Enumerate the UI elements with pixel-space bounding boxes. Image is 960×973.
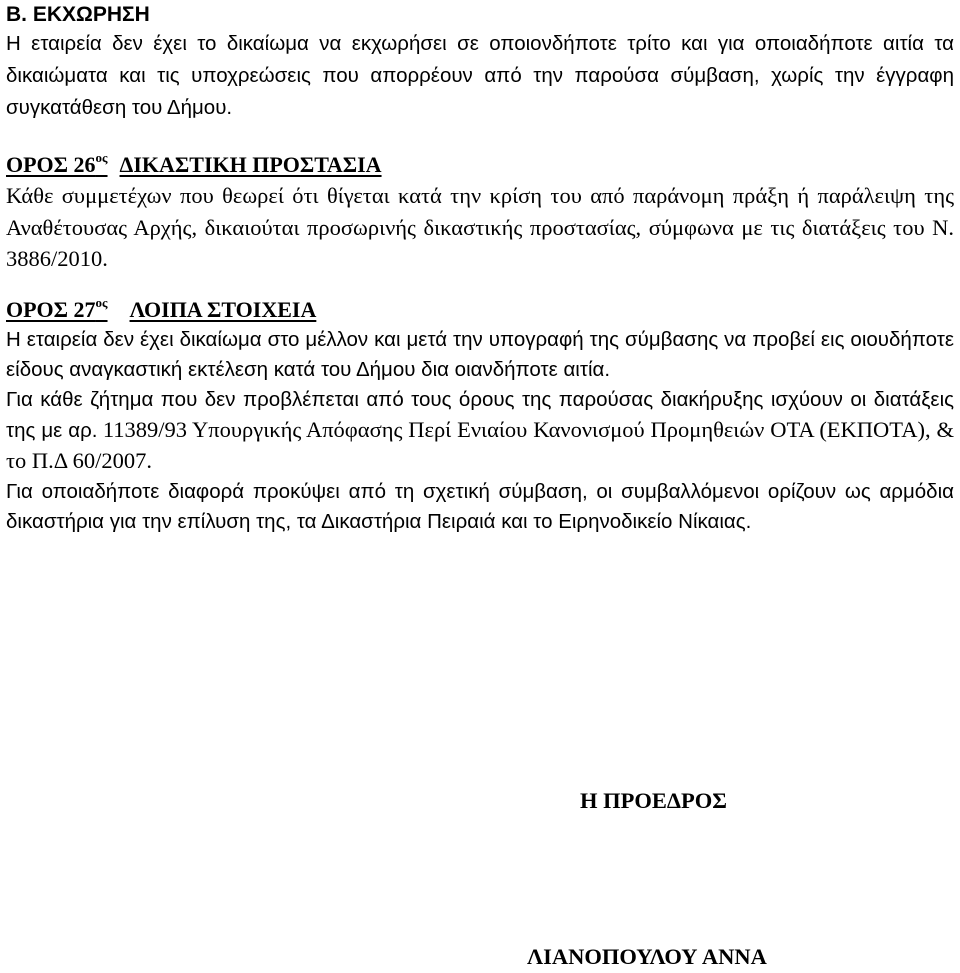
term-27-paragraph-3: Για οποιαδήποτε διαφορά προκύψει από τη σχετική σύμβαση, οι συμβαλλόμενοι ορίζουν ως αρμόδια δικαστήρια για την επίλυση της, τα Δικαστήρια Πειραιά και το Ειρηνοδικείο Νίκαιας. [6, 479, 954, 533]
term-27-title: ΛΟΙΠΑ ΣΤΟΙΧΕΙΑ [129, 296, 317, 322]
term-27-paragraph-1: Η εταιρεία δεν έχει δικαίωμα στο μέλλον και μετά την υπογραφή της σύμβασης να προβεί εις οιουδήποτε είδους αναγκαστική εκτέλεση κατά του Δήμου δια οιανδήποτε αιτία. [6, 327, 954, 381]
term-27-paragraph-2-end: 11389/93 Υπουργικής Απόφασης Περί Ενιαίου Κανονισμού Προμηθειών ΟΤΑ (ΕΚΠΟΤΑ), & το Π.Δ 60/2007. [6, 416, 954, 473]
term-27-heading [6, 295, 954, 325]
signature-name: ΛΙΑΝΟΠΟΥΛΟΥ ΑΝΝΑ [527, 944, 767, 969]
term-26-heading [6, 150, 954, 180]
section-b-title: Β. ΕΚΧΩΡΗΣΗ [6, 3, 150, 26]
term-26-title: ΔΙΚΑΣΤΙΚΗ ΠΡΟΣΤΑΣΙΑ [119, 152, 382, 177]
term-27-paragraph-2 [6, 385, 954, 477]
term-26-body: Κάθε συμμετέχων που θεωρεί ότι θίγεται κατά την κρίση του από παράνομη πράξη ή παράλειψη της Αναθέτουσας Αρχής, δικαιούται προσωρινής δικαστικής προστασίας, σύμφωνα με τις διατάξεις του Ν. 3886/2010. [6, 183, 954, 271]
document-page [6, 0, 954, 537]
term-27-ordinal: ος [95, 294, 108, 310]
spacer [6, 275, 954, 295]
signature-role: Η ΠΡΟΕΔΡΟΣ [580, 788, 727, 813]
spacer [6, 124, 954, 146]
section-b-body: Η εταιρεία δεν έχει το δικαίωμα να εκχωρήσει σε οποιονδήποτε τρίτο και για οποιαδήποτε αιτία τα δικαιώματα και τις υποχρεώσεις που απορρέουν από την παρούσα σύμβαση, χωρίς την έγγραφη συγκατάθεση του Δήμου. [6, 32, 954, 119]
term-26-prefix: ΟΡΟΣ 26 [6, 152, 96, 177]
term-27-paragraph-2-start: Για κάθε ζήτημα που δεν προβλέπεται από τους όρους της παρούσας διακήρυξης ισχύουν οι διατάξεις της με αρ. [6, 387, 954, 442]
term-26-ordinal: ος [95, 150, 108, 165]
term-27-prefix: ΟΡΟΣ 27 [6, 296, 96, 322]
